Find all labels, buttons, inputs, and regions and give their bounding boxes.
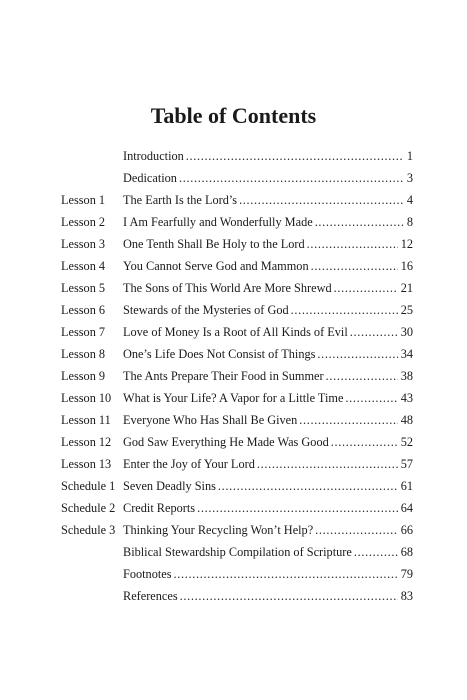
- toc-entry-label: Lesson 11: [61, 413, 111, 427]
- toc-entry-label: Lesson 3: [61, 237, 106, 251]
- toc-entry-title: One’s Life Does Not Consist of Things: [123, 347, 316, 361]
- toc-entry: [61, 585, 413, 607]
- toc-entry: [61, 541, 413, 563]
- toc-entry-title: One Tenth Shall Be Holy to the Lord: [123, 237, 305, 251]
- dot-leader: [354, 541, 398, 563]
- toc-entry-label: Schedule 1: [61, 479, 116, 493]
- toc-entry-title: You Cannot Serve God and Mammon: [123, 259, 309, 273]
- dot-leader: [331, 431, 398, 453]
- dot-leader: [257, 453, 398, 475]
- toc-entry-title: What is Your Life? A Vapor for a Little Time: [123, 391, 344, 405]
- toc-entry: [61, 497, 413, 519]
- toc-entry-page-number: 68: [400, 545, 413, 559]
- toc-entry: [61, 475, 413, 497]
- toc-entry-page-number: 48: [400, 413, 413, 427]
- dot-leader: [315, 519, 398, 541]
- toc-entry-label: Lesson 13: [61, 457, 112, 471]
- toc-entry-title: Enter the Joy of Your Lord: [123, 457, 255, 471]
- toc-entry: [61, 167, 413, 189]
- toc-entry-page-number: 43: [400, 391, 413, 405]
- toc-entry-page-number: 3: [406, 171, 413, 185]
- toc-entry: [61, 519, 413, 541]
- dot-leader: [197, 497, 398, 519]
- toc-entry-page-number: 1: [406, 149, 413, 163]
- toc-entry: [61, 189, 413, 211]
- dot-leader: [180, 585, 398, 607]
- toc-entry-page-number: 12: [400, 237, 413, 251]
- toc-entry-title: References: [123, 589, 178, 603]
- dot-leader: [311, 255, 398, 277]
- toc-entry: [61, 145, 413, 167]
- toc-entry-page-number: 83: [400, 589, 413, 603]
- toc-entry-page-number: 4: [406, 193, 413, 207]
- toc-entry-label: Lesson 6: [61, 303, 106, 317]
- toc-entry-title: Dedication: [123, 171, 177, 185]
- dot-leader: [239, 189, 404, 211]
- dot-leader: [179, 167, 404, 189]
- dot-leader: [307, 233, 398, 255]
- toc-entry: [61, 233, 413, 255]
- toc-entry-title: Thinking Your Recycling Won’t Help?: [123, 523, 314, 537]
- toc-entry: [61, 387, 413, 409]
- toc-entry-page-number: 34: [400, 347, 413, 361]
- toc-entry-page-number: 66: [400, 523, 413, 537]
- toc-entry-label: Lesson 8: [61, 347, 106, 361]
- dot-leader: [334, 277, 398, 299]
- toc-entry-title: Stewards of the Mysteries of God: [123, 303, 289, 317]
- toc-entry-page-number: 30: [400, 325, 413, 339]
- toc-entry-title: I Am Fearfully and Wonderfully Made: [123, 215, 313, 229]
- toc-entry: [61, 211, 413, 233]
- dot-leader: [315, 211, 404, 233]
- toc-entry-title: The Ants Prepare Their Food in Summer: [123, 369, 324, 383]
- toc-entry: [61, 453, 413, 475]
- dot-leader: [299, 409, 397, 431]
- page-title: Table of Contents: [150, 103, 317, 128]
- dot-leader: [218, 475, 398, 497]
- toc-entry-page-number: 8: [406, 215, 413, 229]
- dot-leader: [345, 387, 397, 409]
- toc-entry: [61, 431, 413, 453]
- toc-entry-page-number: 79: [400, 567, 413, 581]
- toc-entry-page-number: 64: [400, 501, 413, 515]
- toc-entry: [61, 321, 413, 343]
- toc-entry-title: Introduction: [123, 149, 184, 163]
- toc-entry-title: Footnotes: [123, 567, 172, 581]
- toc-entry-label: Lesson 9: [61, 369, 106, 383]
- toc-entry-title: Everyone Who Has Shall Be Given: [123, 413, 298, 427]
- toc-entry-title: The Earth Is the Lord’s: [123, 193, 238, 207]
- toc-entry-label: Lesson 5: [61, 281, 106, 295]
- dot-leader: [350, 321, 398, 343]
- toc-entry-label: Lesson 2: [61, 215, 106, 229]
- dot-leader: [326, 365, 398, 387]
- toc-entry-page-number: 21: [400, 281, 413, 295]
- toc-entry: [61, 299, 413, 321]
- toc-entry-label: Lesson 4: [61, 259, 106, 273]
- toc-entry-label: Lesson 12: [61, 435, 112, 449]
- toc-entry-title: Seven Deadly Sins: [123, 479, 216, 493]
- toc-entry-page-number: 16: [400, 259, 413, 273]
- dot-leader: [317, 343, 397, 365]
- toc-entry-title: Love of Money Is a Root of All Kinds of Evil: [123, 325, 348, 339]
- toc-entry-page-number: 38: [400, 369, 413, 383]
- toc-entry-page-number: 52: [400, 435, 413, 449]
- toc-entry-label: Schedule 3: [61, 523, 116, 537]
- toc-entry: [61, 365, 413, 387]
- toc-entry-page-number: 57: [400, 457, 413, 471]
- toc-entry-page-number: 61: [400, 479, 413, 493]
- toc-entry: [61, 409, 413, 431]
- dot-leader: [174, 563, 398, 585]
- dot-leader: [186, 145, 404, 167]
- toc-entry-title: Biblical Stewardship Compilation of Scripture: [123, 545, 352, 559]
- toc-entry: [61, 277, 413, 299]
- table-of-contents: [61, 145, 413, 607]
- toc-entry: [61, 563, 413, 585]
- toc-entry-title: God Saw Everything He Made Was Good: [123, 435, 329, 449]
- toc-entry-label: Lesson 7: [61, 325, 106, 339]
- toc-entry-title: The Sons of This World Are More Shrewd: [123, 281, 332, 295]
- toc-entry-title: Credit Reports: [123, 501, 196, 515]
- toc-entry-page-number: 25: [400, 303, 413, 317]
- toc-entry: [61, 343, 413, 365]
- toc-entry-label: Lesson 1: [61, 193, 106, 207]
- toc-entry-label: Schedule 2: [61, 501, 116, 515]
- dot-leader: [291, 299, 398, 321]
- toc-entry: [61, 255, 413, 277]
- toc-entry-label: Lesson 10: [61, 391, 112, 405]
